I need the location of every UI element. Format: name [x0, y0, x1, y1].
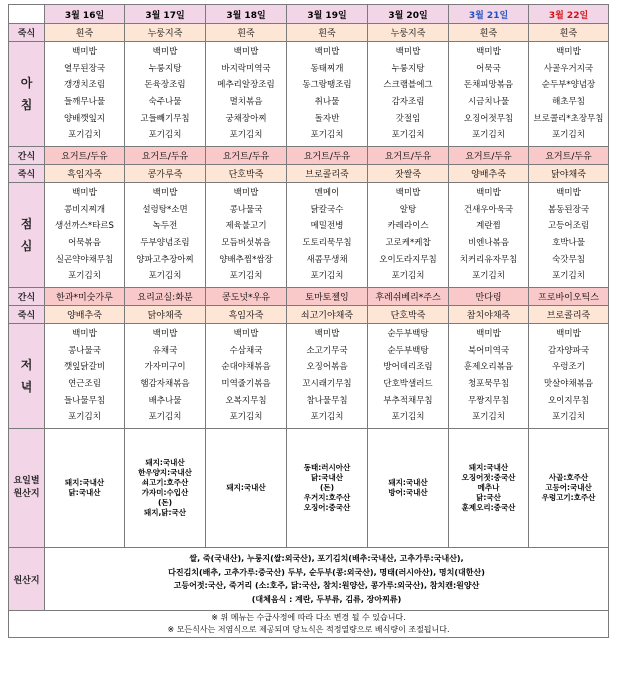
am-snack-cell: 요거트/두유 — [287, 147, 368, 165]
menu-item: 백미밥 — [556, 47, 581, 58]
menu-item: 양배추찜*쌈장 — [219, 254, 273, 265]
dinner-menu-cell — [206, 324, 287, 429]
origin-item: 돼지,닭:국산 — [143, 508, 187, 517]
origin-day-cell — [45, 429, 125, 548]
origin-item: (돈) — [157, 498, 173, 507]
menu-item: 오이지무침 — [547, 395, 590, 406]
menu-item: 백미밥 — [152, 329, 178, 340]
lunch-juk-row — [9, 165, 609, 183]
menu-item: 닭칼국수 — [310, 204, 344, 215]
am-snack-cell: 요거트/두유 — [206, 147, 287, 165]
menu-item: 브로콜리*초장무침 — [533, 113, 604, 124]
origin-day-cell — [206, 429, 287, 548]
row-label: 간식 — [9, 147, 45, 165]
origin-all-cell: 쌀, 죽(국내산), 누룽지(쌀:외국산), 포기김치(배추:국내산, 고추가루:국내산), 다진김치(배추, 고추가루:중국산) 두부, 순두부(콩:외국산), 명태(러시아산), 명치(대한산) 고등어젓:국산, 죽거리 (소:호주, 닭:국산, 참치:원양산, 콩가루:외국산), 참치캔:원양산 (대체음식 : 계란, 두부류, 김류, 장아찌류) — [45, 548, 609, 611]
menu-item: 갱갱치조림 — [63, 80, 106, 91]
pm-snack-cell: 토마토젤잉 — [287, 288, 368, 306]
menu-item: 연근조림 — [68, 379, 101, 389]
pm-snack-cell: 한과*미숫가루 — [45, 288, 125, 306]
menu-item: 시금치나물 — [467, 97, 510, 107]
origin-item: 돼지:국내산 — [226, 483, 266, 492]
menu-item: 고들빼기무침 — [140, 113, 190, 124]
day-header-saturday: 3월 21일 — [449, 5, 529, 24]
menu-item: 생선까스*타르S — [55, 221, 114, 232]
origin-item: 사골:호주산 — [548, 473, 589, 482]
menu-item: 어묵볶음 — [68, 238, 101, 248]
origin-item: 쇠고기:호주산 — [141, 478, 189, 487]
pm-snack-row — [9, 288, 609, 306]
breakfast-menu-cell — [368, 42, 449, 147]
weekly-menu-table — [8, 4, 609, 638]
menu-item: 백미밥 — [314, 47, 340, 58]
am-snack-cell: 요거트/두유 — [125, 147, 206, 165]
menu-item: 참나물무침 — [306, 395, 348, 406]
menu-item: 우렁조기 — [552, 362, 585, 373]
menu-item: 포기김치 — [68, 271, 101, 282]
row-label-dinner: 저 녁 — [9, 324, 45, 429]
dinner-juk-cell: 단호박죽 — [368, 306, 449, 324]
menu-item: 백미밥 — [72, 329, 97, 340]
menu-item: 건새우아욱국 — [463, 204, 514, 215]
menu-item: 단호박샐러드 — [383, 379, 433, 389]
dinner-menu-cell — [449, 324, 529, 429]
dinner-menu-cell — [368, 324, 449, 429]
menu-item: 양배깻잎지 — [63, 113, 106, 124]
lunch-menu-cell — [368, 183, 449, 288]
menu-item: 모듬버섯볶음 — [221, 238, 271, 248]
menu-item: 멸치볶음 — [229, 97, 263, 107]
menu-item: 백미밥 — [233, 329, 259, 340]
menu-item: 무짱지무침 — [467, 395, 510, 406]
row-label: 죽식 — [9, 306, 45, 324]
pm-snack-cell: 만다링 — [449, 288, 529, 306]
row-label: 간식 — [9, 288, 45, 306]
lunch-juk-cell: 닭야채죽 — [529, 165, 609, 183]
menu-item: 백미밥 — [476, 188, 501, 199]
origin-item: 닭:국내산 — [311, 473, 343, 482]
pm-snack-cell: 요리교실:화분 — [125, 288, 206, 306]
menu-item: 양파고추장아찌 — [136, 254, 194, 265]
menu-item: 취나물 — [314, 97, 340, 107]
menu-item: 포기김치 — [391, 130, 425, 141]
dinner-juk-cell: 흑임자죽 — [206, 306, 287, 324]
menu-item: 돈육장조림 — [144, 80, 186, 91]
lunch-juk-cell: 콩가루죽 — [125, 165, 206, 183]
day-header-sunday: 3월 22일 — [529, 5, 609, 24]
origin-item: 방어:국내산 — [388, 488, 428, 497]
origin-day-cell — [125, 429, 206, 548]
note-line: ※ 모든식사는 저염식으로 제공되며 당뇨식은 적정열량으로 배식량이 조절됩니다. — [167, 625, 450, 634]
menu-item: 백미밥 — [233, 188, 259, 199]
menu-item: 가자미구이 — [144, 362, 186, 373]
menu-item: 백미밥 — [152, 47, 178, 58]
origin-item: 돼지:국내산 — [145, 458, 185, 467]
menu-item: 포기김치 — [552, 412, 585, 423]
am-snack-cell: 요거트/두유 — [449, 147, 529, 165]
dinner-juk-cell: 브로콜리죽 — [529, 306, 609, 324]
origin-item: 우거지:호주산 — [303, 493, 351, 502]
breakfast-juk-cell: 흰죽 — [529, 24, 609, 42]
menu-item: 오이도라지무침 — [379, 254, 437, 265]
origin-day-cell — [529, 429, 609, 548]
row-label-origin-all: 원산지 — [9, 548, 45, 611]
menu-item: 고로케*케찹 — [385, 238, 431, 248]
row-label: 죽식 — [9, 24, 45, 42]
lunch-menu-cell — [287, 183, 368, 288]
menu-item: 포기김치 — [310, 130, 344, 141]
lunch-menu-cell — [529, 183, 609, 288]
menu-item: 포기김치 — [310, 412, 344, 423]
header-row — [9, 5, 609, 24]
origin-item: 훈제오리:중국산 — [461, 503, 516, 512]
dinner-menu-cell — [125, 324, 206, 429]
breakfast-juk-row — [9, 24, 609, 42]
note-line: ※ 위 메뉴는 수급사정에 따라 다소 변경 될 수 있습니다. — [211, 613, 406, 622]
menu-item: 치커리유자무침 — [459, 254, 518, 265]
day-header: 3월 20일 — [368, 5, 449, 24]
menu-item: 돌자반 — [314, 113, 340, 124]
lunch-row — [9, 183, 609, 288]
menu-item: 오복지무침 — [225, 395, 267, 406]
pm-snack-cell: 콩도넛*우유 — [206, 288, 287, 306]
lunch-juk-cell: 양배추죽 — [449, 165, 529, 183]
breakfast-juk-cell: 흰죽 — [45, 24, 125, 42]
menu-item: 누룽지탕 — [391, 63, 425, 74]
origin-item: 돼지:국내산 — [388, 478, 428, 487]
menu-item: 계란찜 — [476, 221, 501, 232]
origin-item: 돼지:국내산 — [468, 463, 509, 472]
menu-item: 배추나물 — [148, 395, 182, 406]
dinner-juk-cell: 참치야채죽 — [449, 306, 529, 324]
origin-day-cell — [368, 429, 449, 548]
menu-item: 고등어조림 — [547, 221, 590, 232]
menu-item: 백미밥 — [395, 47, 421, 58]
menu-item: 녹두전 — [152, 221, 178, 232]
origin-item: 한우양지:국내산 — [138, 468, 192, 477]
am-snack-row — [9, 147, 609, 165]
menu-item: 들깨무나물 — [63, 97, 106, 107]
menu-item: 청포묵무침 — [467, 379, 510, 389]
menu-item: 백미밥 — [314, 329, 340, 340]
menu-item: 깻잎닭갈비 — [63, 362, 106, 373]
breakfast-menu-cell — [529, 42, 609, 147]
menu-item: 멘메이 — [314, 188, 340, 199]
menu-item: 콩나물국 — [229, 204, 263, 215]
origin-day-cell — [449, 429, 529, 548]
row-label-breakfast: 아 침 — [9, 42, 45, 147]
menu-item: 새콤무생채 — [306, 254, 348, 265]
menu-item: 햄감자채볶음 — [140, 379, 190, 389]
menu-item: 소고기무국 — [306, 345, 348, 356]
row-label-origin-by-day: 요일별 원산지 — [9, 429, 45, 548]
menu-item: 훈제오리볶음 — [463, 362, 514, 373]
origin-item: 오징어:중국산 — [303, 503, 351, 512]
menu-item: 동태찌개 — [310, 63, 344, 74]
menu-item: 메밀전병 — [310, 221, 344, 232]
menu-item: 비엔나볶음 — [467, 238, 510, 248]
menu-item: 수삼채국 — [229, 345, 263, 356]
menu-item: 설렁탕*소면 — [142, 204, 188, 215]
dinner-juk-cell: 양배추죽 — [45, 306, 125, 324]
menu-item: 열무된장국 — [63, 63, 106, 74]
breakfast-juk-cell: 흰죽 — [206, 24, 287, 42]
menu-item: 꼬시래기무침 — [302, 379, 352, 389]
menu-item: 백미밥 — [395, 188, 421, 199]
menu-item: 맛살야채볶음 — [543, 379, 594, 389]
menu-item: 누룽지탕 — [148, 63, 182, 74]
breakfast-menu-cell — [45, 42, 125, 147]
menu-item: 부추적채무침 — [383, 395, 433, 406]
menu-item: 포기김치 — [472, 412, 505, 423]
origin-item: (돈) — [319, 483, 335, 492]
origin-by-day-row — [9, 429, 609, 548]
breakfast-juk-cell: 누룽지죽 — [125, 24, 206, 42]
row-label-lunch: 점 심 — [9, 183, 45, 288]
menu-item: 사골우거지국 — [543, 63, 594, 74]
menu-item: 유채국 — [152, 345, 178, 356]
breakfast-menu-cell — [125, 42, 206, 147]
menu-item: 포기김치 — [391, 412, 425, 423]
breakfast-juk-cell: 흰죽 — [449, 24, 529, 42]
menu-item: 갓절임 — [395, 113, 421, 124]
menu-item: 오징어젓무침 — [463, 113, 514, 124]
menu-item: 오징어볶음 — [306, 362, 348, 373]
notes-row — [9, 611, 609, 638]
menu-item: 포기김치 — [472, 130, 505, 141]
menu-item: 궁채장아찌 — [225, 113, 267, 124]
lunch-menu-cell — [449, 183, 529, 288]
menu-item: 포기김치 — [391, 271, 425, 282]
dinner-menu-cell — [45, 324, 125, 429]
am-snack-cell: 요거트/두유 — [529, 147, 609, 165]
menu-item: 콩나물국 — [68, 345, 101, 356]
menu-item: 숙갓무침 — [552, 254, 585, 265]
dinner-menu-cell — [529, 324, 609, 429]
menu-item: 알탕 — [399, 204, 417, 215]
breakfast-menu-cell — [449, 42, 529, 147]
menu-item: 순두부백탕 — [387, 345, 429, 356]
menu-item: 어묵국 — [476, 63, 501, 74]
menu-item: 포기김치 — [148, 130, 182, 141]
menu-item: 포기김치 — [68, 412, 101, 423]
menu-item: 미역줄기볶음 — [221, 379, 271, 389]
dinner-juk-cell: 쇠고기야채죽 — [287, 306, 368, 324]
lunch-juk-cell: 흑임자죽 — [45, 165, 125, 183]
lunch-juk-cell: 브로콜리죽 — [287, 165, 368, 183]
dinner-juk-cell: 닭야채죽 — [125, 306, 206, 324]
breakfast-menu-cell — [206, 42, 287, 147]
origin-item: 우렁고기:호주산 — [541, 493, 596, 502]
menu-item: 백미밥 — [233, 47, 259, 58]
lunch-juk-cell: 잣쌀죽 — [368, 165, 449, 183]
dinner-row — [9, 324, 609, 429]
menu-item: 포기김치 — [68, 130, 101, 141]
menu-item: 제육불고기 — [225, 221, 267, 232]
menu-item: 들나물무침 — [63, 395, 106, 406]
menu-item: 실곤약야채무침 — [55, 254, 114, 265]
menu-item: 바지락미역국 — [221, 63, 271, 74]
menu-item: 감자양파국 — [547, 345, 590, 356]
lunch-menu-cell — [206, 183, 287, 288]
origin-item: 닭:국산 — [476, 493, 501, 502]
menu-item: 포기김치 — [229, 412, 263, 423]
origin-item: 고등어:국내산 — [545, 483, 592, 492]
menu-item: 포기김치 — [148, 271, 182, 282]
menu-item: 감자조림 — [391, 97, 425, 107]
lunch-menu-cell — [45, 183, 125, 288]
origin-all-row — [9, 548, 609, 611]
lunch-menu-cell — [125, 183, 206, 288]
menu-item: 백미밥 — [152, 188, 178, 199]
menu-item: 순대야채볶음 — [221, 362, 271, 373]
menu-item: 방어데리조림 — [383, 362, 433, 373]
menu-item: 포기김치 — [472, 271, 505, 282]
breakfast-row — [9, 42, 609, 147]
menu-item: 백미밥 — [556, 329, 581, 340]
origin-item: 돼지:국내산 — [64, 478, 105, 487]
menu-item: 두부양념조림 — [140, 238, 190, 248]
breakfast-juk-cell: 누룽지죽 — [368, 24, 449, 42]
menu-item: 백미밥 — [556, 188, 581, 199]
menu-item: 포기김치 — [148, 412, 182, 423]
menu-item: 백미밥 — [476, 47, 501, 58]
menu-item: 포기김치 — [552, 271, 585, 282]
origin-item: 동태:러시아산 — [303, 463, 351, 472]
menu-item: 메추리알장조림 — [217, 80, 275, 91]
dinner-juk-row — [9, 306, 609, 324]
pm-snack-cell: 후레쉬베리*주스 — [368, 288, 449, 306]
menu-item: 해초무침 — [552, 97, 585, 107]
menu-item: 백미밥 — [72, 47, 97, 58]
menu-item: 숙주나물 — [148, 97, 182, 107]
breakfast-juk-cell: 흰죽 — [287, 24, 368, 42]
origin-item: 닭:국내산 — [68, 488, 101, 497]
day-header: 3월 16일 — [45, 5, 125, 24]
menu-item: 호박나물 — [552, 238, 585, 248]
row-label: 죽식 — [9, 165, 45, 183]
menu-item: 포기김치 — [229, 271, 263, 282]
menu-item: 콩비지찌개 — [63, 204, 106, 215]
origin-item: 메추나 — [477, 483, 500, 492]
lunch-juk-cell: 단호박죽 — [206, 165, 287, 183]
am-snack-cell: 요거트/두유 — [368, 147, 449, 165]
day-header: 3월 18일 — [206, 5, 287, 24]
menu-item: 동그랑땡조림 — [302, 80, 352, 91]
menu-item: 스크램블에그 — [383, 80, 433, 91]
origin-day-cell — [287, 429, 368, 548]
dinner-menu-cell — [287, 324, 368, 429]
menu-item: 돈채피망볶음 — [463, 80, 514, 91]
am-snack-cell: 요거트/두유 — [45, 147, 125, 165]
day-header: 3월 17일 — [125, 5, 206, 24]
menu-item: 도토리묵무침 — [302, 238, 352, 248]
day-header: 3월 19일 — [287, 5, 368, 24]
menu-item: 포기김치 — [310, 271, 344, 282]
menu-item: 포기김치 — [552, 130, 585, 141]
menu-item: 북어미역국 — [467, 345, 510, 356]
menu-item: 카레라이스 — [387, 221, 429, 232]
menu-item: 백미밥 — [476, 329, 501, 340]
menu-item: 봄동된장국 — [547, 204, 590, 215]
origin-item: 가자미:수입산 — [141, 488, 189, 497]
pm-snack-cell: 프로바이오틱스 — [529, 288, 609, 306]
menu-item: 순두부백탕 — [387, 329, 429, 340]
menu-item: 포기김치 — [229, 130, 263, 141]
menu-item: 순두부*양념장 — [541, 80, 596, 91]
breakfast-menu-cell — [287, 42, 368, 147]
menu-item: 백미밥 — [72, 188, 97, 199]
origin-item: 오징어젓:중국산 — [461, 473, 516, 482]
notes-cell — [9, 611, 609, 638]
